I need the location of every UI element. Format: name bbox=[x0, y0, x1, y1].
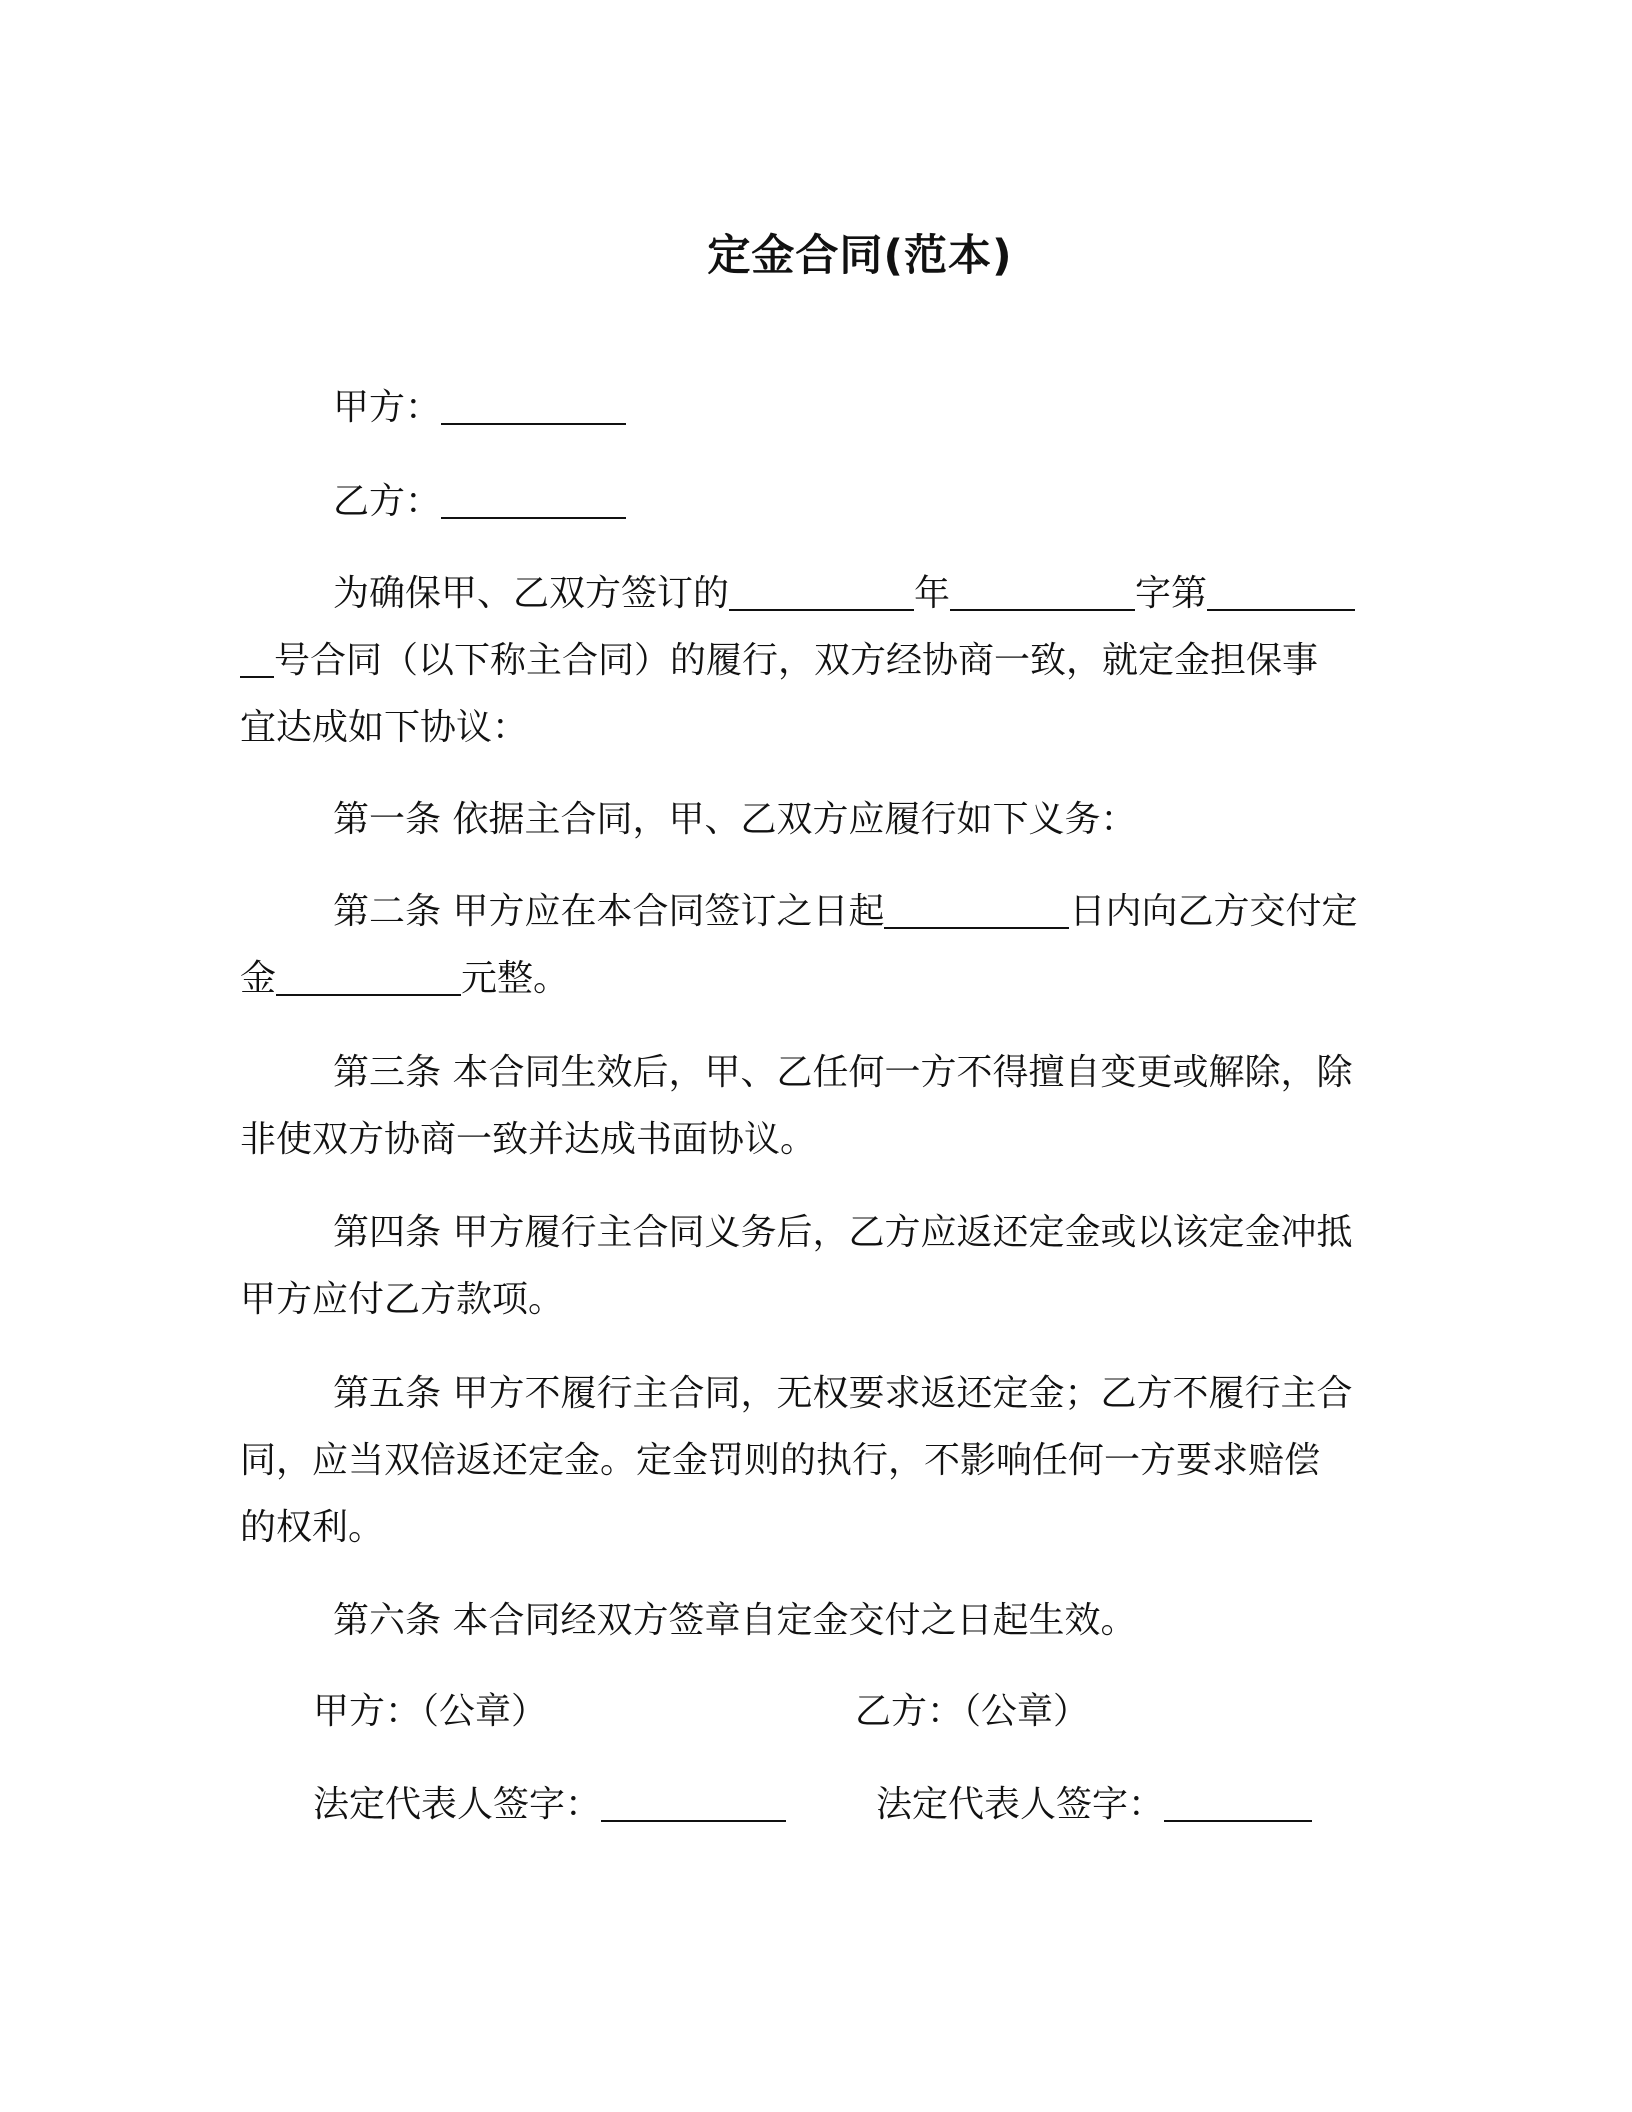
number-blank-continued bbox=[240, 640, 274, 678]
article-3-line-2: 非使双方协商一致并达成书面协议。 bbox=[240, 1119, 817, 1160]
rep-b-signature-blank bbox=[1164, 1784, 1312, 1822]
amount-blank bbox=[276, 958, 461, 996]
preamble-number-label: 字第 bbox=[1135, 573, 1208, 614]
rep-a-signature-line bbox=[313, 1781, 786, 1829]
article-6: 第六条 本合同经双方签章自定金交付之日起生效。 bbox=[333, 1600, 1137, 1641]
rep-a-label: 法定代表人签字： bbox=[313, 1784, 602, 1825]
article-4-line-2: 甲方应付乙方款项。 bbox=[240, 1279, 565, 1320]
days-blank bbox=[884, 891, 1069, 929]
preamble-text: 号合同（以下称主合同）的履行，双方经协商一致，就定金担保事 bbox=[274, 640, 1319, 681]
article-1: 第一条 依据主合同，甲、乙双方应履行如下义务： bbox=[333, 799, 1137, 840]
party-a-line bbox=[333, 384, 626, 432]
party-a-seal: 甲方：（公章） bbox=[313, 1691, 548, 1732]
party-b-seal: 乙方：（公章） bbox=[855, 1691, 1090, 1732]
article-2-text: 金 bbox=[240, 958, 277, 999]
rep-b-signature-line bbox=[876, 1781, 1312, 1829]
party-b-line bbox=[333, 478, 626, 526]
article-5-line-3: 的权利。 bbox=[240, 1507, 385, 1548]
article-2-text: 元整。 bbox=[461, 958, 570, 999]
rep-a-signature-blank bbox=[601, 1784, 786, 1822]
article-2-line-1 bbox=[333, 888, 1357, 936]
article-2-line-2 bbox=[240, 955, 569, 1003]
document-title: 定金合同(范本) bbox=[707, 231, 1013, 281]
article-2-text: 第二条 甲方应在本合同签订之日起 bbox=[333, 891, 885, 932]
article-5-line-1: 第五条 甲方不履行主合同，无权要求返还定金；乙方不履行主合 bbox=[333, 1373, 1353, 1414]
article-3-line-1: 第三条 本合同生效后，甲、乙任何一方不得擅自变更或解除，除 bbox=[333, 1052, 1353, 1093]
party-a-blank bbox=[441, 387, 626, 425]
article-4-line-1: 第四条 甲方履行主合同义务后，乙方应返还定金或以该定金冲抵 bbox=[333, 1212, 1353, 1253]
preamble-line-3: 宜达成如下协议： bbox=[240, 707, 529, 748]
preamble-line-1 bbox=[333, 570, 1355, 618]
rep-b-label: 法定代表人签字： bbox=[876, 1784, 1165, 1825]
preamble-year-label: 年 bbox=[914, 573, 951, 614]
party-b-blank bbox=[441, 481, 626, 519]
party-a-label: 甲方： bbox=[333, 387, 442, 428]
party-b-label: 乙方： bbox=[333, 481, 442, 522]
number-blank bbox=[1207, 573, 1355, 611]
article-2-text: 日内向乙方交付定 bbox=[1069, 891, 1358, 932]
prefix-blank bbox=[950, 573, 1135, 611]
preamble-text: 为确保甲、乙双方签订的 bbox=[333, 573, 730, 614]
year-blank bbox=[729, 573, 914, 611]
article-5-line-2: 同，应当双倍返还定金。定金罚则的执行，不影响任何一方要求赔偿 bbox=[240, 1440, 1321, 1481]
preamble-line-2 bbox=[240, 637, 1318, 685]
